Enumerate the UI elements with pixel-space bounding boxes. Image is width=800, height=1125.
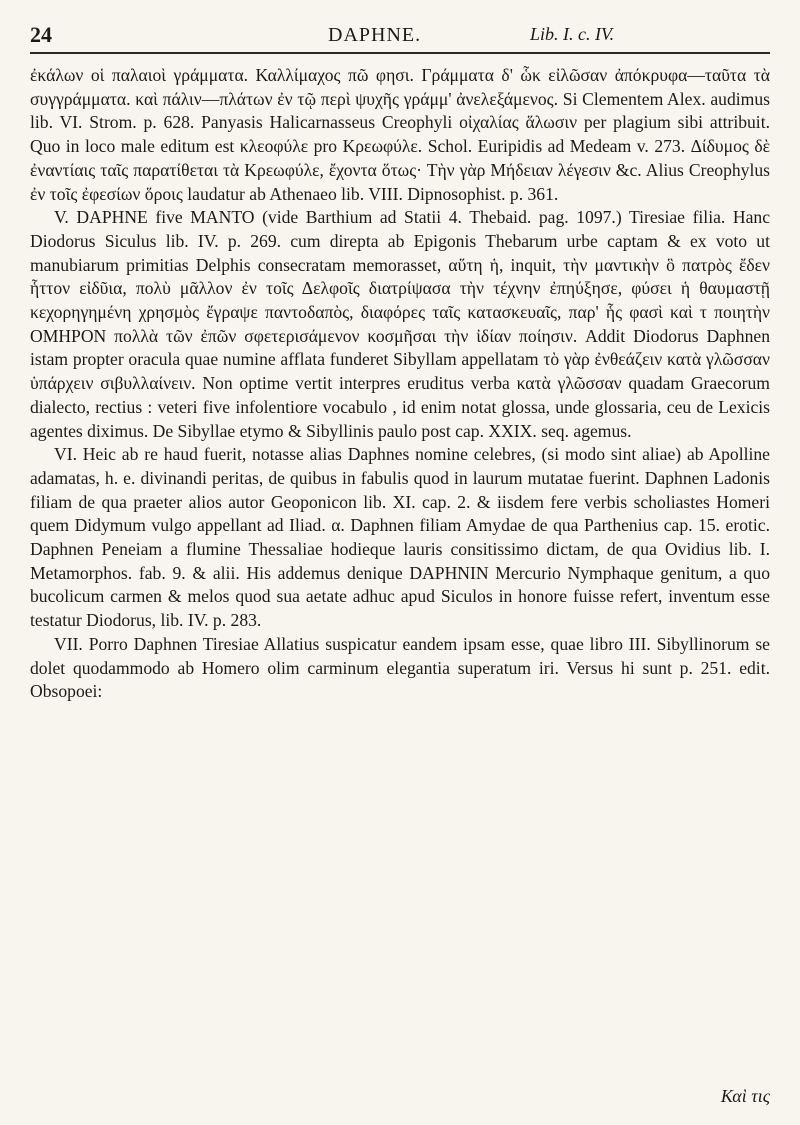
paragraph-continued: ἐκάλων οἱ παλαιοὶ γράμματα. Καλλίμαχος πῶ φησι. Γράμματα δ' ὧκ εἰλῶσαν ἀπόκρυφα—ταῦτα τὰ συγγράμματα. καὶ πάλιν—πλάτων ἐν τῷ περὶ ψυχῆς γράμμ' ἀνελεξάμενος. Si Clementem Alex. audimus lib. VI. Strom. p. 628. Panyasis Halicarnasseus Creophyli οἰχαλίας ἅλωσιν per plagium sibi attribuit. Quo in loco male editum est κλεοφύλε pro Κρεωφύλε. Schol. Euripidis ad Medeam v. 273. Δίδυμος δὲ ἐναντίαις ταῖς παρατίθεται τὰ Κρεωφύλε, ἔχοντα ὅτως· Τὴν γὰρ Μήδειαν λέγεσιν &c. Alius Creophylus ἐν τοῖς ἐφεσίων ὅροις laudatur ab Athenaeo lib. VIII. Dipnosophist. p. 361.	[30, 65, 770, 204]
page-number: 24	[30, 22, 52, 47]
paragraph-section-v: V. DAPHNE five MANTO (vide Barthium ad Statii 4. Thebaid. pag. 1097.) Tiresiae filia. Hanc Diodorus Siculus lib. IV. p. 269. cum direpta ab Epigonis Thebarum urbe captam & ex voto ut manubiarum primitias Delphis consecratam memorasset, αὕτη ἡ, inquit, τὴν μαντικὴν ὃ πατρὸς ἔδεν ἧττον εἰδῦια, πολὺ μᾶλλον ἐν τοῖς Δελφοῖς διατρίψασα τὴν τέχνην ἐπηύξησε, φύσει ἡ θαυμαστῇ κεχορηγημένη χρησμὸς ἔγραψε παντοδαπὸς, διαφόρες ταῖς κατασκευαῖς, παρ' ἧς φασὶ καὶ τ ποιητὴν ΟΜΗΡΟΝ πολλὰ τῶν ἐπῶν σφετερισάμενον κοσμῆσαι τὴν ἰδίαν ποίησιν. Addit Diodorus Daphnen istam propter oracula quae numine afflata funderet Sibyllam appellatam τὸ γὰρ ἐνθεάζειν κατὰ γλῶσσαν ὑπάρχειν σιβυλλαίνειν. Non optime vertit interpres eruditus verba κατὰ γλῶσσαν quadam Graecorum dialecto, rectius : veteri five infolentiore vocabulo , id enim notat glossa, unde glossaria, ceu de Lexicis agentes diximus. De Sibyllae etymo & Sibyllinis paulo post cap. XXIX. seq. agemus.	[30, 207, 770, 441]
paragraph-section-vii: VII. Porro Daphnen Tiresiae Allatius suspicatur eandem ipsam esse, quae libro III. Sibyllinorum se dolet quodammodo ab Homero olim carminum elegantia superatum iri. Versus hi sunt p. 251. edit. Obsopoei:	[30, 633, 770, 702]
catchword: Καὶ τις	[720, 1086, 770, 1106]
body-text	[30, 64, 770, 704]
running-title: DAPHNE.	[328, 24, 422, 46]
book-page	[30, 22, 770, 1107]
running-header	[30, 22, 770, 54]
chapter-reference: Lib. I. c. IV.	[530, 24, 615, 44]
paragraph-section-vi: VI. Heic ab re haud fuerit, notasse alias Daphnes nomine celebres, (si modo sint aliae) ab Apolline adamatas, h. e. divinandi peritas, de quibus in fabulis quod in laurum mutatae fuerint. Daphnen Ladonis filiam de qua praeter alios autor Geoponicon lib. XI. cap. 2. & iisdem fere verbis scholiastes Homeri quem Didymum vulgo appellant ad Iliad. α. Daphnen filiam Amydae de qua Parthenius cap. 15. erotic. Daphnen Peneiam a flumine Thessaliae hodieque lauris consitissimo dictam, de qua Ovidius lib. I. Metamorphos. fab. 9. & alii. His addemus denique DAPHNIN Mercurio Nymphaque genitum, a quo bucolicum carmen & melos quod sua aetate adhuc apud Siculos in honore fuisse refert, inventum esse testatur Diodorus, lib. IV. p. 283.	[30, 444, 770, 631]
